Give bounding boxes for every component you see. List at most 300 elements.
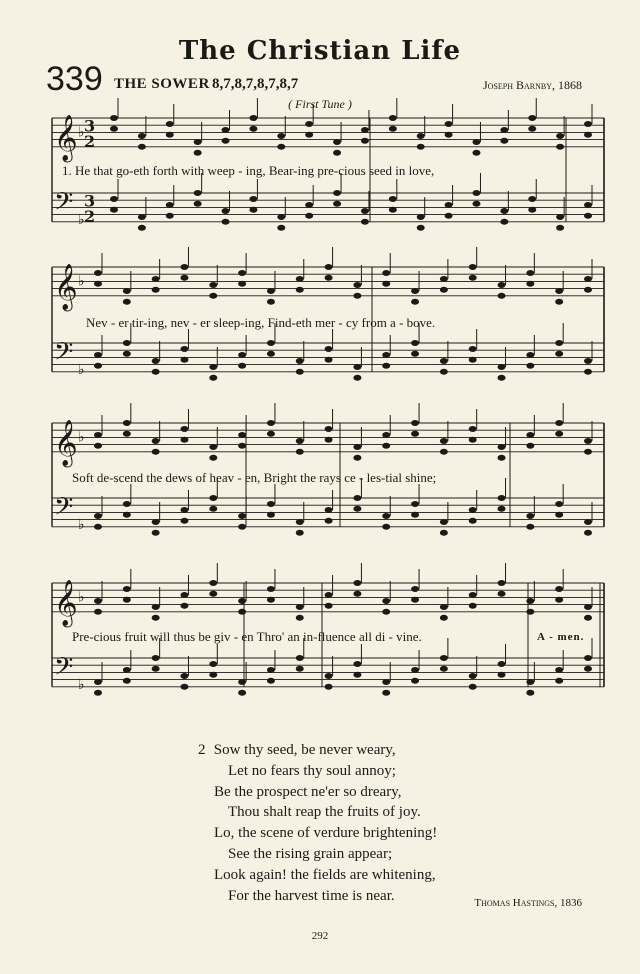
- note-head: [584, 530, 592, 536]
- note-head: [180, 518, 188, 524]
- note-head: [556, 144, 564, 150]
- note-head: [469, 592, 477, 598]
- note-head: [249, 115, 257, 121]
- note-head: [353, 506, 361, 512]
- note-head: [180, 603, 188, 609]
- note-head: [555, 667, 563, 673]
- verse-line: Look again! the fields are whitening,: [214, 866, 436, 883]
- note-head: [325, 507, 333, 513]
- note-head: [500, 138, 508, 144]
- note-head: [411, 501, 419, 507]
- note-head: [180, 275, 188, 281]
- note-head: [411, 288, 419, 294]
- note-head: [361, 138, 369, 144]
- note-head: [411, 586, 419, 592]
- note-head: [123, 299, 131, 305]
- note-head: [152, 530, 160, 536]
- note-head: [94, 270, 102, 276]
- note-head: [238, 690, 246, 696]
- note-head: [498, 672, 506, 678]
- note-head: [123, 288, 131, 294]
- note-head: [555, 678, 563, 684]
- note-head: [325, 673, 333, 679]
- note-head: [353, 591, 361, 597]
- verse-number: 2: [198, 742, 206, 758]
- note-head: [555, 597, 563, 603]
- note-head: [353, 672, 361, 678]
- note-head: [353, 661, 361, 667]
- note-head: [417, 214, 425, 220]
- note-head: [361, 208, 369, 214]
- note-head: [180, 346, 188, 352]
- tune-name: THE SOWER: [114, 76, 210, 92]
- verse-line: See the rising grain appear;: [228, 845, 393, 862]
- note-head: [440, 276, 448, 282]
- note-head: [584, 615, 592, 621]
- note-head: [123, 340, 131, 346]
- note-head: [382, 363, 390, 369]
- note-head: [353, 293, 361, 299]
- note-head: [353, 455, 361, 461]
- note-head: [94, 363, 102, 369]
- note-head: [411, 597, 419, 603]
- note-head: [296, 615, 304, 621]
- note-head: [123, 667, 131, 673]
- note-head: [584, 449, 592, 455]
- note-head: [296, 369, 304, 375]
- note-head: [472, 201, 480, 207]
- note-head: [526, 524, 534, 530]
- note-head: [138, 144, 146, 150]
- note-head: [389, 115, 397, 121]
- note-head: [498, 661, 506, 667]
- note-head: [555, 501, 563, 507]
- verse-line: Be the prospect ne'er so dreary,: [214, 783, 402, 800]
- note-head: [238, 432, 246, 438]
- note-head: [238, 524, 246, 530]
- note-head: [584, 121, 592, 127]
- note-head: [152, 276, 160, 282]
- note-head: [267, 299, 275, 305]
- note-head: [180, 357, 188, 363]
- note-head: [469, 603, 477, 609]
- note-head: [361, 219, 369, 225]
- note-head: [277, 214, 285, 220]
- note-head: [469, 437, 477, 443]
- note-head: [361, 127, 369, 133]
- note-head: [296, 449, 304, 455]
- verse-line: Let no fears thy soul annoy;: [228, 762, 396, 779]
- note-head: [209, 293, 217, 299]
- note-head: [305, 213, 313, 219]
- note-head: [296, 287, 304, 293]
- section-title: The Christian Life: [178, 36, 462, 66]
- note-head: [353, 282, 361, 288]
- note-head: [472, 190, 480, 196]
- verse-line: For the harvest time is near.: [228, 887, 395, 904]
- note-head: [469, 357, 477, 363]
- note-head: [445, 202, 453, 208]
- note-head: [555, 586, 563, 592]
- treble-clef: 𝄞: [54, 419, 78, 466]
- note-head: [209, 495, 217, 501]
- note-head: [469, 507, 477, 513]
- note-head: [498, 495, 506, 501]
- note-head: [110, 196, 118, 202]
- bass-clef: 𝄢: [54, 492, 74, 528]
- note-head: [411, 420, 419, 426]
- note-head: [584, 202, 592, 208]
- note-head: [333, 201, 341, 207]
- note-head: [382, 513, 390, 519]
- note-head: [333, 139, 341, 145]
- flat-sign: ♭: [78, 676, 85, 693]
- note-head: [222, 127, 230, 133]
- note-head: [325, 346, 333, 352]
- note-head: [498, 375, 506, 381]
- flat-sign: ♭: [78, 429, 85, 446]
- note-head: [498, 282, 506, 288]
- note-head: [94, 432, 102, 438]
- note-head: [556, 133, 564, 139]
- note-head: [94, 690, 102, 696]
- note-head: [152, 604, 160, 610]
- treble-clef: 𝄞: [54, 263, 78, 310]
- note-head: [333, 150, 341, 156]
- note-head: [94, 524, 102, 530]
- note-head: [440, 530, 448, 536]
- note-head: [94, 598, 102, 604]
- note-head: [526, 352, 534, 358]
- note-head: [152, 666, 160, 672]
- note-head: [353, 495, 361, 501]
- lyrics-system-1: 1. He that go-eth forth with weep - ing, Bear-ing pre-cious seed in love,: [62, 163, 435, 178]
- page-number: 292: [311, 930, 329, 942]
- lyrics-system-2: Nev - er tir-ing, nev - er sleep-ing, Find-eth mer - cy from a - bove.: [86, 315, 436, 330]
- note-head: [123, 512, 131, 518]
- note-head: [584, 438, 592, 444]
- note-head: [238, 270, 246, 276]
- bass-clef: 𝄢: [54, 187, 74, 223]
- note-head: [267, 678, 275, 684]
- note-head: [209, 580, 217, 586]
- note-head: [238, 443, 246, 449]
- note-head: [469, 518, 477, 524]
- note-head: [498, 364, 506, 370]
- treble-clef: 𝄞: [54, 114, 78, 161]
- note-head: [249, 126, 257, 132]
- note-head: [180, 684, 188, 690]
- note-head: [411, 512, 419, 518]
- note-head: [152, 287, 160, 293]
- flat-sign: ♭: [78, 589, 85, 606]
- note-head: [500, 127, 508, 133]
- flat-sign: ♭: [78, 361, 85, 378]
- note-head: [526, 270, 534, 276]
- note-head: [267, 431, 275, 437]
- note-head: [222, 208, 230, 214]
- treble-clef: 𝄞: [54, 579, 78, 626]
- note-head: [152, 369, 160, 375]
- note-head: [305, 132, 313, 138]
- note-head: [238, 513, 246, 519]
- note-head: [277, 225, 285, 231]
- note-head: [325, 357, 333, 363]
- note-head: [472, 150, 480, 156]
- note-head: [440, 666, 448, 672]
- flat-sign: ♭: [78, 124, 85, 141]
- note-head: [440, 287, 448, 293]
- note-head: [123, 597, 131, 603]
- note-head: [498, 580, 506, 586]
- note-head: [555, 351, 563, 357]
- note-head: [123, 431, 131, 437]
- note-head: [353, 364, 361, 370]
- note-head: [382, 352, 390, 358]
- note-head: [138, 133, 146, 139]
- note-head: [209, 661, 217, 667]
- note-head: [584, 287, 592, 293]
- note-head: [333, 190, 341, 196]
- note-head: [440, 438, 448, 444]
- note-head: [180, 437, 188, 443]
- note-head: [440, 519, 448, 525]
- note-head: [353, 444, 361, 450]
- note-head: [249, 196, 257, 202]
- note-head: [526, 443, 534, 449]
- note-head: [440, 369, 448, 375]
- note-head: [584, 132, 592, 138]
- note-head: [389, 207, 397, 213]
- note-head: [152, 358, 160, 364]
- note-head: [469, 673, 477, 679]
- note-head: [180, 264, 188, 270]
- note-head: [194, 150, 202, 156]
- note-head: [382, 281, 390, 287]
- note-head: [469, 346, 477, 352]
- tune-note: ( First Tune ): [288, 97, 352, 111]
- note-head: [94, 679, 102, 685]
- note-head: [325, 275, 333, 281]
- note-head: [555, 431, 563, 437]
- note-head: [94, 513, 102, 519]
- note-head: [325, 518, 333, 524]
- note-head: [325, 603, 333, 609]
- note-head: [528, 196, 536, 202]
- note-head: [194, 139, 202, 145]
- note-head: [382, 598, 390, 604]
- note-head: [353, 375, 361, 381]
- note-head: [389, 126, 397, 132]
- note-head: [584, 358, 592, 364]
- note-head: [296, 358, 304, 364]
- note-head: [296, 604, 304, 610]
- flat-sign: ♭: [78, 516, 85, 533]
- note-head: [296, 519, 304, 525]
- note-head: [238, 609, 246, 615]
- note-head: [267, 340, 275, 346]
- note-head: [166, 202, 174, 208]
- note-head: [440, 358, 448, 364]
- note-head: [180, 426, 188, 432]
- note-head: [277, 133, 285, 139]
- note-head: [110, 207, 118, 213]
- note-head: [584, 519, 592, 525]
- note-head: [500, 219, 508, 225]
- note-head: [417, 144, 425, 150]
- note-head: [555, 288, 563, 294]
- note-head: [528, 115, 536, 121]
- note-head: [222, 138, 230, 144]
- note-head: [222, 219, 230, 225]
- note-head: [180, 592, 188, 598]
- note-head: [411, 299, 419, 305]
- time-signature: 3: [84, 116, 96, 136]
- note-head: [469, 275, 477, 281]
- note-head: [440, 449, 448, 455]
- note-head: [267, 667, 275, 673]
- note-head: [209, 455, 217, 461]
- amen-label: A - men.: [537, 631, 585, 643]
- note-head: [296, 438, 304, 444]
- note-head: [209, 506, 217, 512]
- note-head: [138, 225, 146, 231]
- note-head: [382, 609, 390, 615]
- note-head: [417, 225, 425, 231]
- note-head: [556, 214, 564, 220]
- note-head: [152, 438, 160, 444]
- meter: 8,7,8,7,8,7,8,7: [212, 76, 299, 92]
- note-head: [123, 351, 131, 357]
- note-head: [238, 352, 246, 358]
- note-head: [325, 592, 333, 598]
- note-head: [267, 420, 275, 426]
- note-head: [94, 609, 102, 615]
- note-head: [152, 655, 160, 661]
- note-head: [166, 121, 174, 127]
- note-head: [94, 281, 102, 287]
- note-head: [498, 444, 506, 450]
- note-head: [267, 501, 275, 507]
- note-head: [411, 667, 419, 673]
- composer: Joseph Barnby, 1868: [482, 78, 582, 92]
- note-head: [555, 420, 563, 426]
- note-head: [194, 201, 202, 207]
- time-signature: 2: [84, 206, 96, 226]
- note-head: [389, 196, 397, 202]
- note-head: [110, 115, 118, 121]
- flat-sign: ♭: [78, 211, 85, 228]
- lyrics-system-3: Soft de-scend the dews of heav - en, Bright the rays ce - les-tial shine;: [72, 470, 437, 485]
- verse-line: Thou shalt reap the fruits of joy.: [228, 804, 421, 821]
- note-head: [209, 672, 217, 678]
- note-head: [445, 121, 453, 127]
- note-head: [555, 340, 563, 346]
- note-head: [296, 666, 304, 672]
- note-head: [498, 506, 506, 512]
- note-head: [472, 139, 480, 145]
- note-head: [238, 281, 246, 287]
- note-head: [209, 282, 217, 288]
- note-head: [469, 264, 477, 270]
- note-head: [277, 144, 285, 150]
- note-head: [445, 132, 453, 138]
- note-head: [526, 281, 534, 287]
- time-signature: 2: [84, 131, 96, 151]
- verse-2: [198, 740, 437, 906]
- note-head: [469, 684, 477, 690]
- note-head: [267, 512, 275, 518]
- note-head: [123, 678, 131, 684]
- note-head: [526, 363, 534, 369]
- note-head: [382, 432, 390, 438]
- note-head: [417, 133, 425, 139]
- note-head: [267, 586, 275, 592]
- note-head: [110, 126, 118, 132]
- note-head: [209, 375, 217, 381]
- note-head: [353, 580, 361, 586]
- note-head: [249, 207, 257, 213]
- note-head: [267, 288, 275, 294]
- note-head: [123, 586, 131, 592]
- note-head: [152, 615, 160, 621]
- note-head: [584, 369, 592, 375]
- note-head: [440, 615, 448, 621]
- note-head: [305, 121, 313, 127]
- note-head: [555, 299, 563, 305]
- note-head: [411, 678, 419, 684]
- note-head: [325, 684, 333, 690]
- note-head: [94, 443, 102, 449]
- note-head: [180, 673, 188, 679]
- note-head: [382, 270, 390, 276]
- note-head: [526, 513, 534, 519]
- note-head: [138, 214, 146, 220]
- note-head: [382, 524, 390, 530]
- note-head: [584, 604, 592, 610]
- author: Thomas Hastings, 1836: [474, 897, 582, 909]
- note-head: [555, 512, 563, 518]
- note-head: [209, 364, 217, 370]
- note-head: [556, 225, 564, 231]
- note-head: [180, 507, 188, 513]
- note-head: [238, 363, 246, 369]
- note-head: [325, 437, 333, 443]
- bass-clef: 𝄢: [54, 652, 74, 688]
- hymn-number: 339: [46, 60, 103, 98]
- note-head: [411, 431, 419, 437]
- note-head: [528, 207, 536, 213]
- note-head: [382, 443, 390, 449]
- note-head: [325, 264, 333, 270]
- note-head: [411, 340, 419, 346]
- note-head: [209, 591, 217, 597]
- note-head: [500, 208, 508, 214]
- note-head: [94, 352, 102, 358]
- note-head: [296, 655, 304, 661]
- note-head: [194, 190, 202, 196]
- flat-sign: ♭: [78, 273, 85, 290]
- note-head: [296, 276, 304, 282]
- note-head: [382, 679, 390, 685]
- note-head: [498, 293, 506, 299]
- note-head: [526, 690, 534, 696]
- note-head: [528, 126, 536, 132]
- verse-line: Lo, the scene of verdure brightening!: [214, 825, 438, 842]
- note-head: [584, 655, 592, 661]
- note-head: [411, 351, 419, 357]
- note-head: [152, 519, 160, 525]
